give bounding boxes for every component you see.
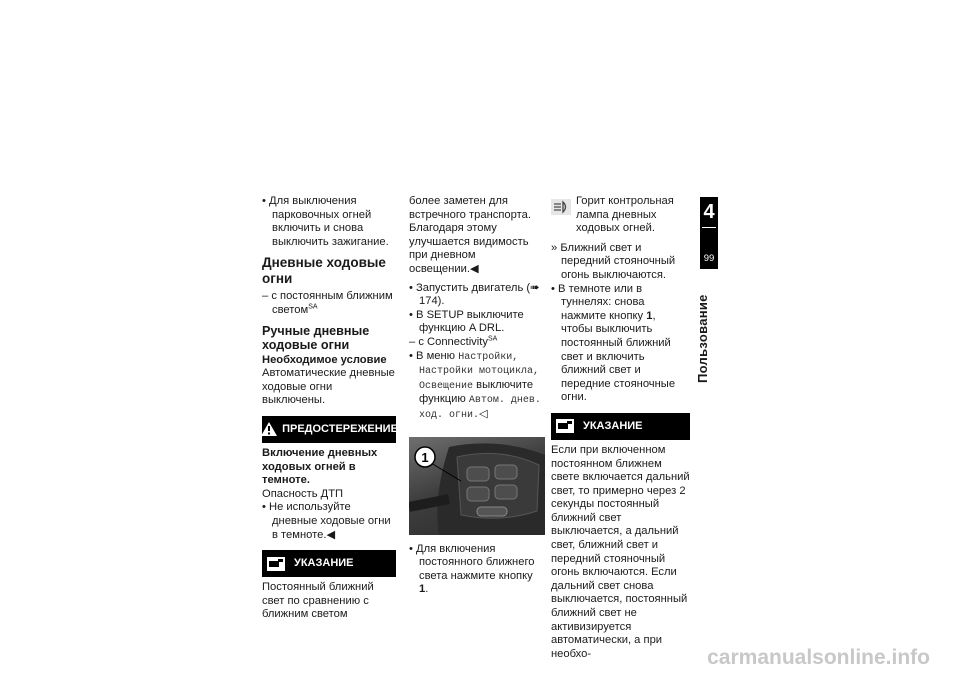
note-continuation: более заметен для встречного транспорта. Благодаря этому улучшается видимость при дневном освещении.◀	[409, 195, 531, 275]
heading-drl: Дневные ходовые огни	[262, 255, 386, 287]
chapter-divider	[702, 227, 716, 228]
note-banner	[262, 550, 396, 577]
column-3	[551, 195, 690, 661]
note-hand-icon	[551, 418, 579, 434]
sa-marker: SA	[308, 303, 318, 311]
warning-triangle-icon	[260, 421, 278, 437]
photo-callout-1: 1	[421, 449, 429, 465]
heading-prerequisite: Необходимое условие	[262, 353, 387, 366]
column-2	[409, 195, 545, 597]
note-text: Постоянный ближний свет по сравнению с ближним светом	[262, 581, 374, 621]
warning-label: ПРЕДОСТЕРЕЖЕНИЕ	[282, 422, 398, 435]
note-label: УКАЗАНИЕ	[294, 556, 354, 569]
note-banner	[551, 413, 690, 440]
watermark: carmanualsonline.info	[707, 646, 930, 669]
chapter-number: 4	[703, 201, 715, 223]
indicator-text: Горит контрольная лампа дневных ходовых огней.	[576, 195, 674, 235]
menu-path: Настройки, Настройки мотоцикла, Освещение	[419, 351, 540, 392]
warning-danger: Опасность ДТП	[262, 487, 344, 500]
dash-connectivity: – с Connectivity$^{SA}$	[409, 335, 498, 348]
text-auto-drl-off: Автоматические дневные ходовые огни выключены.	[262, 367, 395, 407]
sa-marker: SA	[487, 335, 498, 343]
note-label: УКАЗАНИЕ	[583, 419, 643, 432]
note-hand-icon	[262, 556, 290, 572]
bullet-darkness: • В темноте или в туннелях: снова нажмите кнопку 1, чтобы выключить постоянный ближний свет и включить ближний свет и передние стояночные огни.	[551, 282, 676, 404]
warning-bullet: • Не используйте дневные ходовые огни в темноте.◀	[262, 501, 391, 541]
handlebar-switch-photo	[409, 437, 545, 535]
dash-constant-low-beam: – с постоянным ближним светом$^{SA}$	[262, 290, 393, 316]
drl-indicator-icon	[551, 199, 571, 220]
column-1	[262, 195, 396, 622]
warning-banner	[262, 416, 396, 443]
bullet-enable-low-beam: • Для включения постоянного ближнего света нажмите кнопку 1.	[409, 542, 535, 596]
heading-manual-drl: Ручные дневные ходовые огни	[262, 323, 370, 353]
bullet-setup: • В SETUP выключите функцию A DRL.	[409, 308, 524, 335]
menu-function: Автом. днев. ход. огни.	[419, 395, 541, 421]
page-number: 99	[703, 253, 715, 264]
warning-heading: Включение дневных ходовых огней в темноте.	[262, 446, 378, 487]
result-text: » Ближний свет и передний стояночный огонь выключаются.	[551, 241, 676, 281]
indicator-row	[551, 195, 690, 236]
bullet-parking-lights: • Для выключения парковочных огней включить и снова выключить зажигание.	[262, 195, 389, 248]
section-title: Пользование	[695, 294, 710, 383]
bullet-start-engine: • Запустить двигатель (➠ 174).	[409, 281, 540, 308]
note-text: Если при включенном постоянном ближнем свете включается дальний свет, то примерно через 2 секунды постоянный ближний свет выключается, а дальний свет, ближний свет и передний стояночный огонь включаются. Если дальний свет снова выключается, постоянный ближний свет не активизируется автоматически, а при необхо-	[551, 443, 690, 660]
bullet-menu: • В меню Настройки, Настройки мотоцикла, Освещение выключите функцию Автом. днев. ход. огни.◁	[409, 349, 541, 421]
